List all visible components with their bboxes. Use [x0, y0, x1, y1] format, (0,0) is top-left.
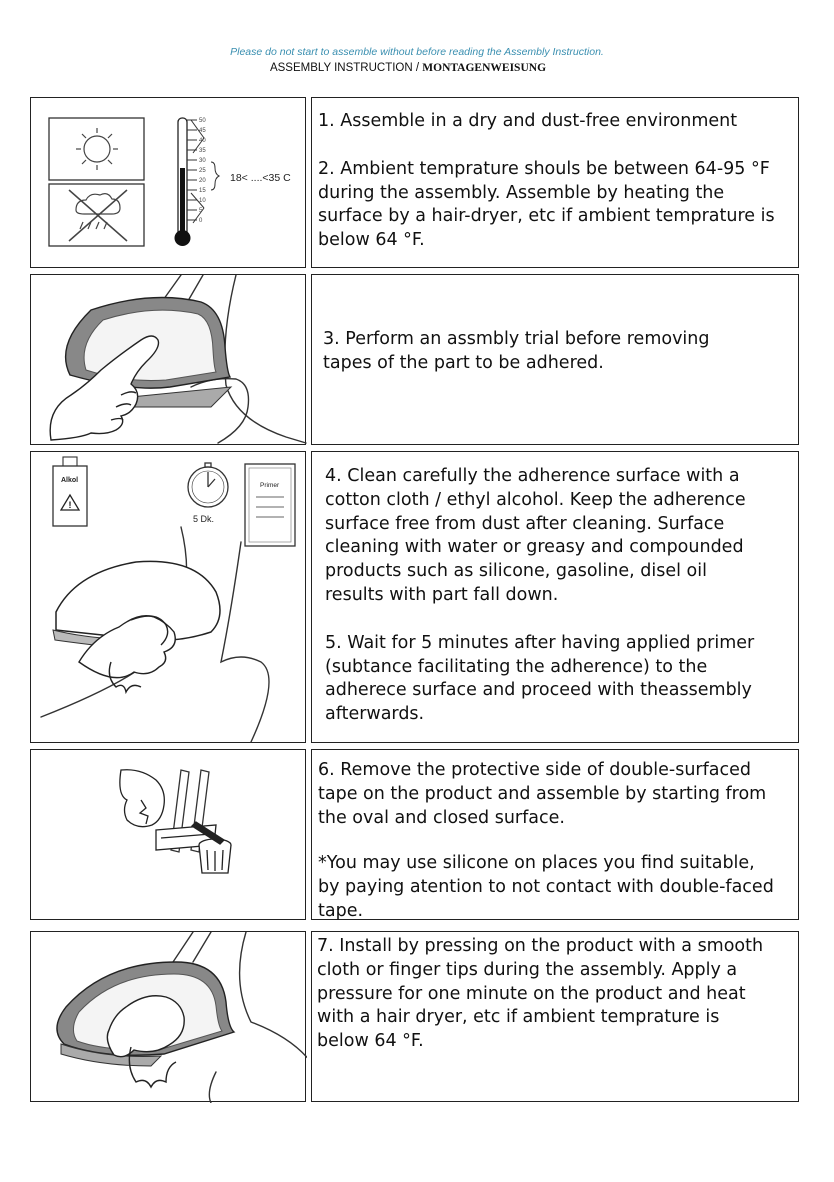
thermo-tick-label: 15 — [199, 188, 206, 194]
step4-5-illustration-panel — [30, 451, 306, 743]
step3-text-panel — [311, 274, 799, 445]
step4-text: 4. Clean carefully the adherence surface with a cotton cloth / ethyl alcohol. Keep the adherence surface free from dust after cleaning. Surface cleaning with water or greasy and compounded products such as silicone, gasoline, disel oil results with part fall down. — [325, 466, 746, 605]
step3-text: 3. Perform an assmbly trial before removing tapes of the part to be adhered. — [323, 329, 710, 373]
primer-card-label: Primer — [260, 482, 280, 489]
environment-illustration — [31, 98, 307, 269]
silicone-note-text: *You may use silicone on places you find suitable, by paying atention to not contact with double-faced tape. — [318, 853, 774, 921]
trial-fit-illustration — [31, 275, 307, 446]
step5-text: 5. Wait for 5 minutes after having applied primer (subtance facilitating the adherence) to the adherece surface and proceed with theassembly afterwards. — [325, 632, 755, 725]
tape-removal-illustration — [31, 750, 307, 921]
svg-text:!: ! — [68, 500, 72, 510]
thermometer-icon — [175, 118, 220, 246]
clock-icon — [188, 463, 228, 507]
primer-card-icon — [245, 464, 295, 546]
temperature-range-label: 18< ....<35 C — [230, 172, 291, 184]
thermo-tick-label: 10 — [199, 198, 206, 204]
step1-illustration-panel — [30, 97, 306, 268]
sun-box — [49, 118, 144, 180]
hand-pulling-tape-icon — [120, 770, 164, 827]
alcohol-bottle-label: Alkol — [61, 477, 79, 484]
step6-illustration-panel — [30, 749, 306, 920]
thermo-tick-label: 5 — [199, 208, 203, 214]
title-german: MONTAGENWEISUNG — [422, 62, 547, 74]
step4-5-text-panel — [311, 451, 799, 743]
thermo-tick-label: 40 — [199, 138, 206, 144]
step1-text: 1. Assemble in a dry and dust-free environment — [318, 111, 738, 131]
thermo-tick-label: 30 — [199, 158, 206, 164]
step6-text-panel — [311, 749, 799, 920]
step7-text-panel — [311, 931, 799, 1102]
step1-2-text-panel — [311, 97, 799, 268]
step6-text: 6. Remove the protective side of double-surfaced tape on the product and assemble by starting from the oval and closed surface. — [318, 760, 767, 828]
thermo-tick-label: 20 — [199, 178, 206, 184]
thermo-tick-label: 45 — [199, 128, 206, 134]
clock-label: 5 Dk. — [193, 514, 215, 524]
title-english: ASSEMBLY INSTRUCTION / — [269, 62, 423, 74]
cleaning-illustration — [31, 452, 307, 744]
thermo-tick-label: 0 — [199, 218, 203, 224]
alcohol-bottle-icon — [53, 457, 87, 526]
step3-illustration-panel — [30, 274, 306, 445]
step7-text: 7. Install by pressing on the product with a smooth cloth or finger tips during the assembly. Apply a pressure for one minute on the product and heat with a hair dryer, etc if ambient temprature is below 64 °F. — [317, 936, 764, 1052]
reading-notice: Please do not start to assemble without before reading the Assembly Instruction. — [230, 46, 604, 58]
step2-text: 2. Ambient temprature shouls be between 64-95 °F during the assembly. Assemble by heating the surface by a hair-dryer, etc if ambient temprature is below 64 °F. — [318, 158, 775, 251]
step7-illustration-panel — [30, 931, 306, 1102]
pressing-illustration — [31, 932, 307, 1103]
document-title — [0, 62, 816, 74]
thermo-tick-label: 25 — [199, 168, 206, 174]
thermo-tick-label: 35 — [199, 148, 206, 154]
thermo-tick-label: 50 — [199, 118, 206, 124]
